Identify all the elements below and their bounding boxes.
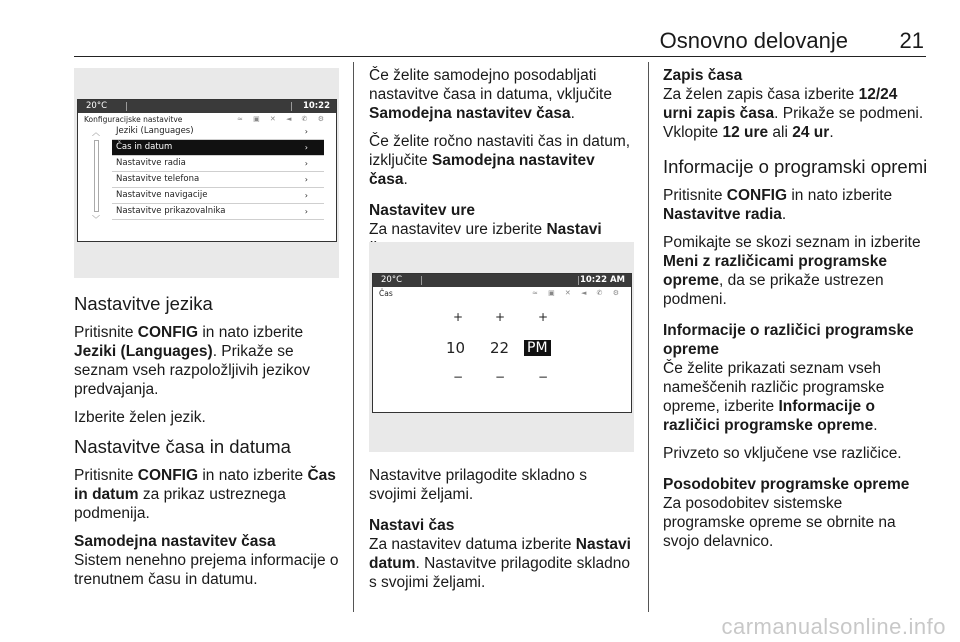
menu-item-phone[interactable] (112, 172, 324, 188)
menu-item-languages[interactable] (112, 124, 324, 140)
subheading-software-version-info: Informacije o različici programske opreme (663, 322, 914, 358)
menu-item-time-date[interactable] (112, 140, 324, 156)
paragraph: Če želite prikazati seznam vseh nameščenih različic programske opreme, izberite Informacije o različici programske opreme. (663, 360, 885, 434)
paragraph: Pritisnite CONFIG in nato izberite Jeziki (Languages). Prikaže se seznam vseh razpoložljivih jezikov predvajanja. (74, 324, 311, 398)
temperature-readout: 20°C (86, 101, 108, 111)
minute-decrement-button[interactable]: − (495, 370, 506, 384)
column-2-top (369, 66, 634, 267)
menu-item-label: Jeziki (Languages) (116, 126, 194, 136)
paragraph: Pritisnite CONFIG in nato izberite Nastavitve radia. (663, 187, 893, 223)
menu-item-display[interactable] (112, 204, 324, 220)
paragraph: Privzeto so vključene vse različice. (663, 445, 902, 462)
subheading-time-setting: Nastavitev ure (369, 202, 475, 219)
menu-item-label: Čas in datum (116, 142, 173, 152)
column-3 (663, 66, 928, 560)
watermark: carmanualsonline.info (721, 614, 946, 639)
config-screen-figure (74, 68, 339, 278)
subheading-auto-time: Samodejna nastavitev časa (74, 533, 276, 550)
time-screen-figure (369, 242, 634, 452)
column-2-bottom (369, 466, 635, 601)
heading-software-info: Informacije o programski opremi (663, 156, 928, 177)
status-divider (578, 276, 579, 285)
paragraph: Za posodobitev sistemske programske opreme se obrnite na svojo delavnico. (663, 495, 896, 550)
chevron-right-icon: › (304, 143, 308, 152)
screen-heading: Čas (379, 289, 393, 298)
screen-heading: Konfiguracijske nastavitve (84, 115, 183, 124)
ampm-value[interactable]: PM (524, 340, 551, 356)
chevron-right-icon: › (304, 159, 308, 168)
subheading-time-format: Zapis časa (663, 67, 743, 84)
chevron-right-icon: › (304, 207, 308, 216)
chevron-right-icon: › (304, 175, 308, 184)
column-1 (74, 293, 344, 598)
paragraph: Sistem nenehno prejema informacije o trenutnem času in datumu. (74, 552, 339, 588)
status-divider (421, 276, 422, 285)
menu-item-label: Nastavitve telefona (116, 174, 200, 184)
ampm-decrement-button[interactable]: − (538, 370, 549, 384)
page-title: Osnovno delovanje (659, 28, 848, 53)
scrollbar[interactable] (94, 140, 99, 212)
column-divider-2 (648, 62, 649, 612)
paragraph: Izberite želen jezik. (74, 409, 206, 426)
clock-readout: 10:22 AM (579, 275, 625, 285)
paragraph: Za nastavitev ure izberite Nastavi (369, 221, 602, 238)
status-divider (126, 102, 127, 111)
status-bar (373, 274, 631, 287)
heading-language-settings: Nastavitve jezika (74, 293, 213, 314)
minute-value: 22 (490, 339, 510, 357)
column-divider-1 (353, 62, 354, 612)
status-icons: ≈ ▣ ✕ ◄ ✆ ⚙ (237, 115, 328, 123)
status-divider (291, 102, 292, 111)
chevron-right-icon: › (304, 127, 308, 136)
temperature-readout: 20°C (381, 275, 403, 285)
menu-item-label: Nastavitve prikazovalnika (116, 206, 226, 216)
scroll-down-icon[interactable]: ﹀ (92, 215, 100, 224)
paragraph: Nastavitve prilagodite skladno s svojimi željami. (369, 467, 587, 503)
paragraph: Pomikajte se skozi seznam in izberite Meni z različicami programske opreme, da se prikaže ustrezen podmeni. (663, 234, 921, 308)
menu-item-radio[interactable] (112, 156, 324, 172)
minute-increment-button[interactable]: + (495, 310, 506, 324)
menu-item-label: Nastavitve navigacije (116, 190, 208, 200)
subheading-software-update: Posodobitev programske opreme (663, 476, 910, 493)
hour-increment-button[interactable]: + (453, 310, 464, 324)
menu-item-label: Nastavitve radia (116, 158, 186, 168)
heading-time-date-settings: Nastavitve časa in datuma (74, 436, 291, 457)
paragraph: Pritisnite CONFIG in nato izberite Čas in datum za prikaz ustreznega podmenija. (74, 467, 336, 522)
page-number: 21 (899, 28, 924, 53)
status-bar (78, 100, 336, 113)
config-screen (77, 99, 337, 242)
paragraph: Za nastavitev datuma izberite Nastavi datum. Nastavitve prilagodite skladno s svojimi željami. (369, 536, 631, 591)
menu-list (112, 124, 324, 220)
ampm-increment-button[interactable]: + (538, 310, 549, 324)
paragraph: Za želen zapis časa izberite 12/24 urni zapis časa. Prikaže se podmeni. Vklopite 12 ure ali 24 ur. (663, 86, 924, 141)
scroll-up-icon[interactable]: ︿ (92, 128, 100, 137)
paragraph: Če želite ročno nastaviti čas in datum, izključite Samodejna nastavitev časa. (369, 133, 631, 188)
clock-readout: 10:22 (302, 101, 330, 111)
menu-item-navigation[interactable] (112, 188, 324, 204)
hour-value: 10 (446, 339, 466, 357)
time-screen (372, 273, 632, 413)
status-icons: ≈ ▣ ✕ ◄ ✆ ⚙ (532, 289, 623, 297)
paragraph: Če želite samodejno posodabljati nastavitve časa in datuma, vključite Samodejna nastavitev časa. (369, 67, 612, 122)
hour-decrement-button[interactable]: − (453, 370, 464, 384)
page-header (74, 26, 926, 57)
subheading-set-time: Nastavi čas (369, 517, 455, 534)
chevron-right-icon: › (304, 191, 308, 200)
